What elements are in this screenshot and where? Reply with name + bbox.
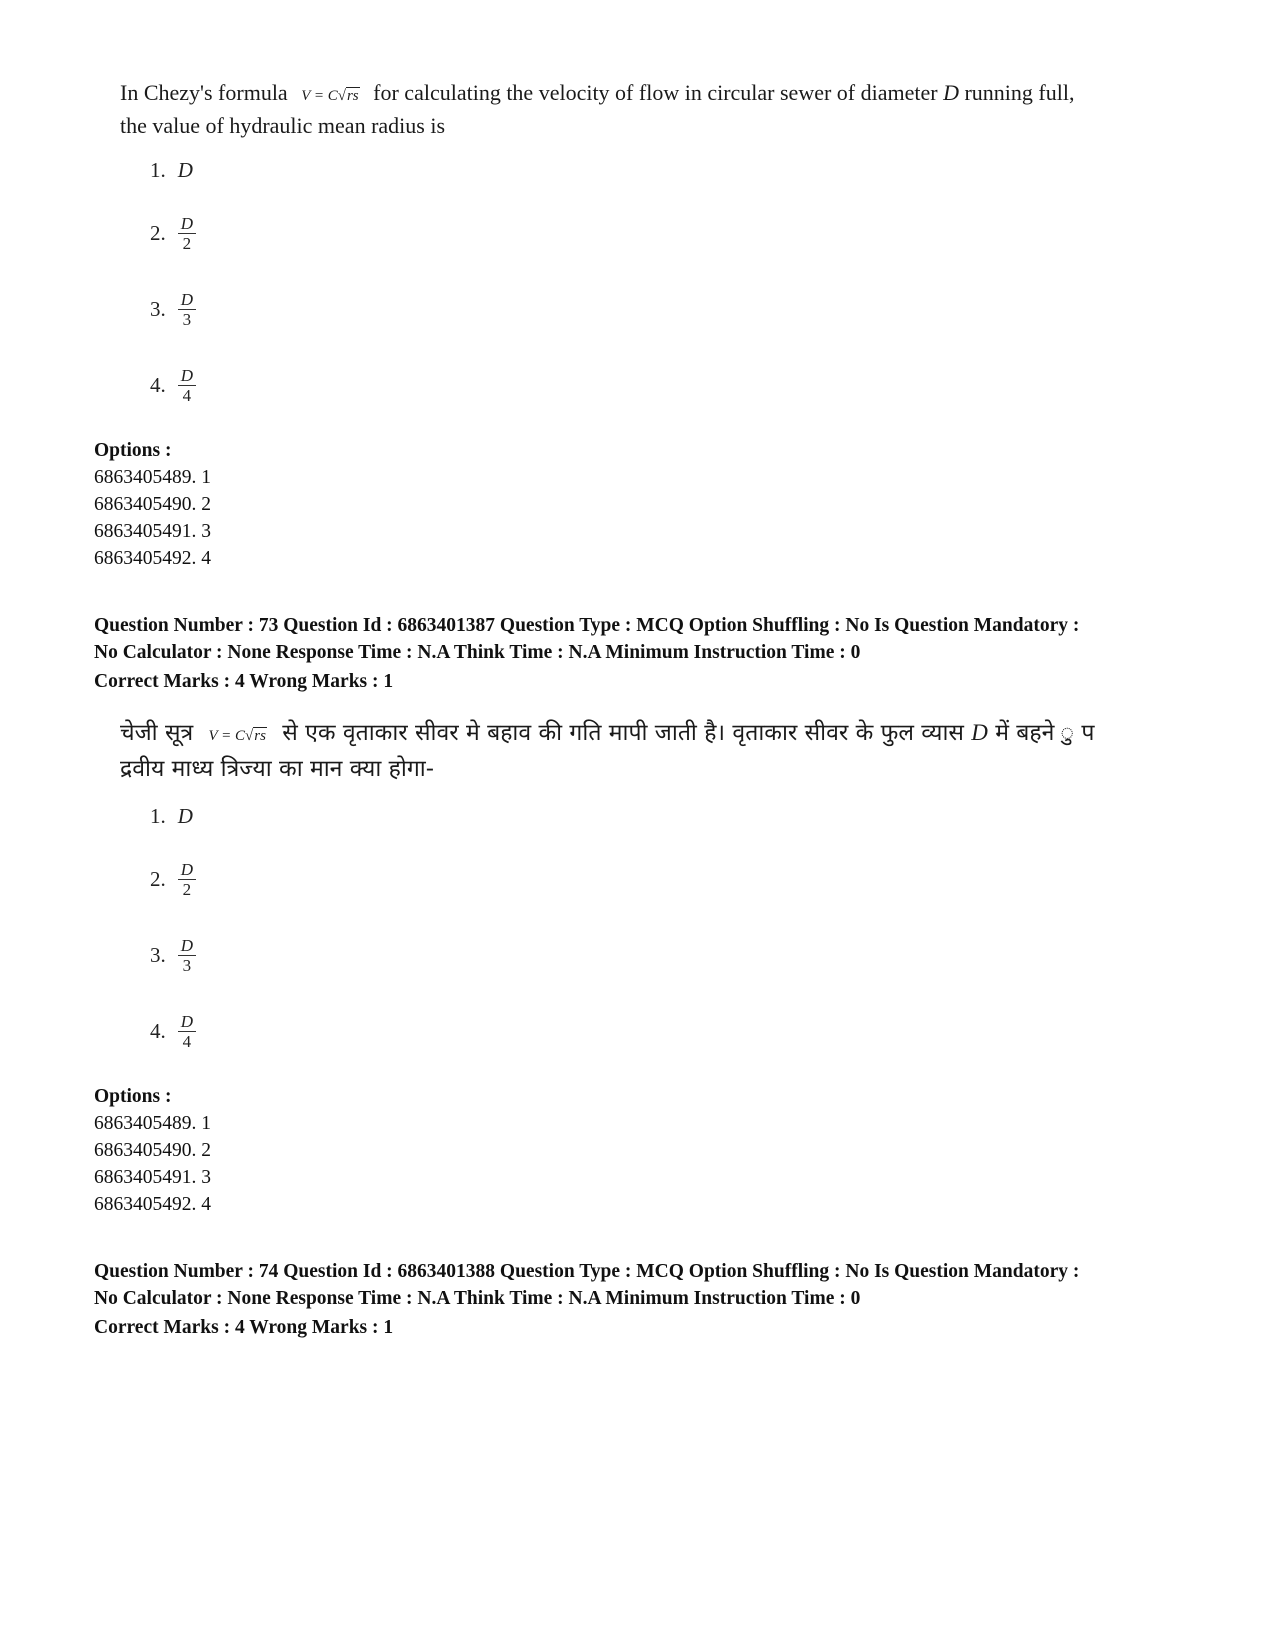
- answer-choice-4: 4. $\frac{D}{4}$: [150, 1012, 196, 1051]
- fraction: $\frac{D}{4}$: [178, 1012, 196, 1051]
- option-id: 6863405490. 2: [94, 1140, 211, 1161]
- options-label: Options :: [94, 440, 172, 461]
- question-stem-english: [120, 78, 1180, 140]
- option-id: 6863405489. 1: [94, 467, 211, 488]
- answer-choice-2: 2. $\frac{D}{2}$: [150, 860, 196, 899]
- stem-text: से एक वृताकार सीवर मे बहाव की गति मापी जाती है। वृताकार सीवर के फुल व्यास: [282, 720, 964, 746]
- marks-line: Correct Marks : 4 Wrong Marks : 1: [94, 671, 394, 692]
- stem-text: में बहने ु प: [995, 720, 1095, 746]
- answer-choice-1: 1. D: [150, 158, 193, 182]
- fraction: $\frac{D}{3}$: [178, 290, 196, 329]
- stem-text: running full,: [964, 80, 1075, 105]
- marks-line: Correct Marks : 4 Wrong Marks : 1: [94, 1317, 394, 1338]
- stem-text: द्रवीय माध्य त्रिज्या का मान क्या होगा-: [120, 756, 435, 782]
- stem-text: the value of hydraulic mean radius is: [120, 113, 446, 138]
- stem-text: for calculating the velocity of flow in circular sewer of diameter: [373, 80, 938, 105]
- answer-choice-3: 3. $\frac{D}{3}$: [150, 290, 196, 329]
- diameter-variable: D: [943, 80, 959, 105]
- stem-text: In Chezy's formula: [120, 80, 288, 105]
- options-list: [94, 1083, 1224, 1218]
- answer-choice-2: 2. $\frac{D}{2}$: [150, 214, 196, 253]
- option-id: 6863405492. 4: [94, 1194, 211, 1215]
- fraction: $\frac{D}{3}$: [178, 936, 196, 975]
- options-label: Options :: [94, 1086, 172, 1107]
- question-stem-hindi: [120, 716, 1180, 786]
- answer-choice-4: 4. $\frac{D}{4}$: [150, 366, 196, 405]
- question-metadata-73: Question Number : 73 Question Id : 6863401387 Question Type : MCQ Option Shuffling : No Is Question Mandatory : No Calculator : None Response Time : N.A Think Time : N.A Minimum Instruction Time : 0 Correct Marks : 4 Wrong Marks : 1: [94, 612, 1224, 695]
- option-id: 6863405492. 4: [94, 548, 211, 569]
- option-id: 6863405491. 3: [94, 1167, 211, 1188]
- question-metadata-74: Question Number : 74 Question Id : 6863401388 Question Type : MCQ Option Shuffling : No Is Question Mandatory : No Calculator : None Response Time : N.A Think Time : N.A Minimum Instruction Time : 0 Correct Marks : 4 Wrong Marks : 1: [94, 1258, 1224, 1341]
- fraction: $\frac{D}{2}$: [178, 860, 196, 899]
- fraction: $\frac{D}{2}$: [178, 214, 196, 253]
- chezy-formula: V = C√rs: [301, 88, 359, 104]
- option-id: 6863405491. 3: [94, 521, 211, 542]
- chezy-formula: V = C√rs: [208, 728, 266, 744]
- option-id: 6863405490. 2: [94, 494, 211, 515]
- options-list: [94, 437, 1224, 572]
- diameter-variable: D: [971, 720, 988, 745]
- answer-choice-3: 3. $\frac{D}{3}$: [150, 936, 196, 975]
- option-id: 6863405489. 1: [94, 1113, 211, 1134]
- answer-choice-1: 1. D: [150, 804, 193, 828]
- stem-text: चेजी सूत्र: [120, 720, 194, 746]
- fraction: $\frac{D}{4}$: [178, 366, 196, 405]
